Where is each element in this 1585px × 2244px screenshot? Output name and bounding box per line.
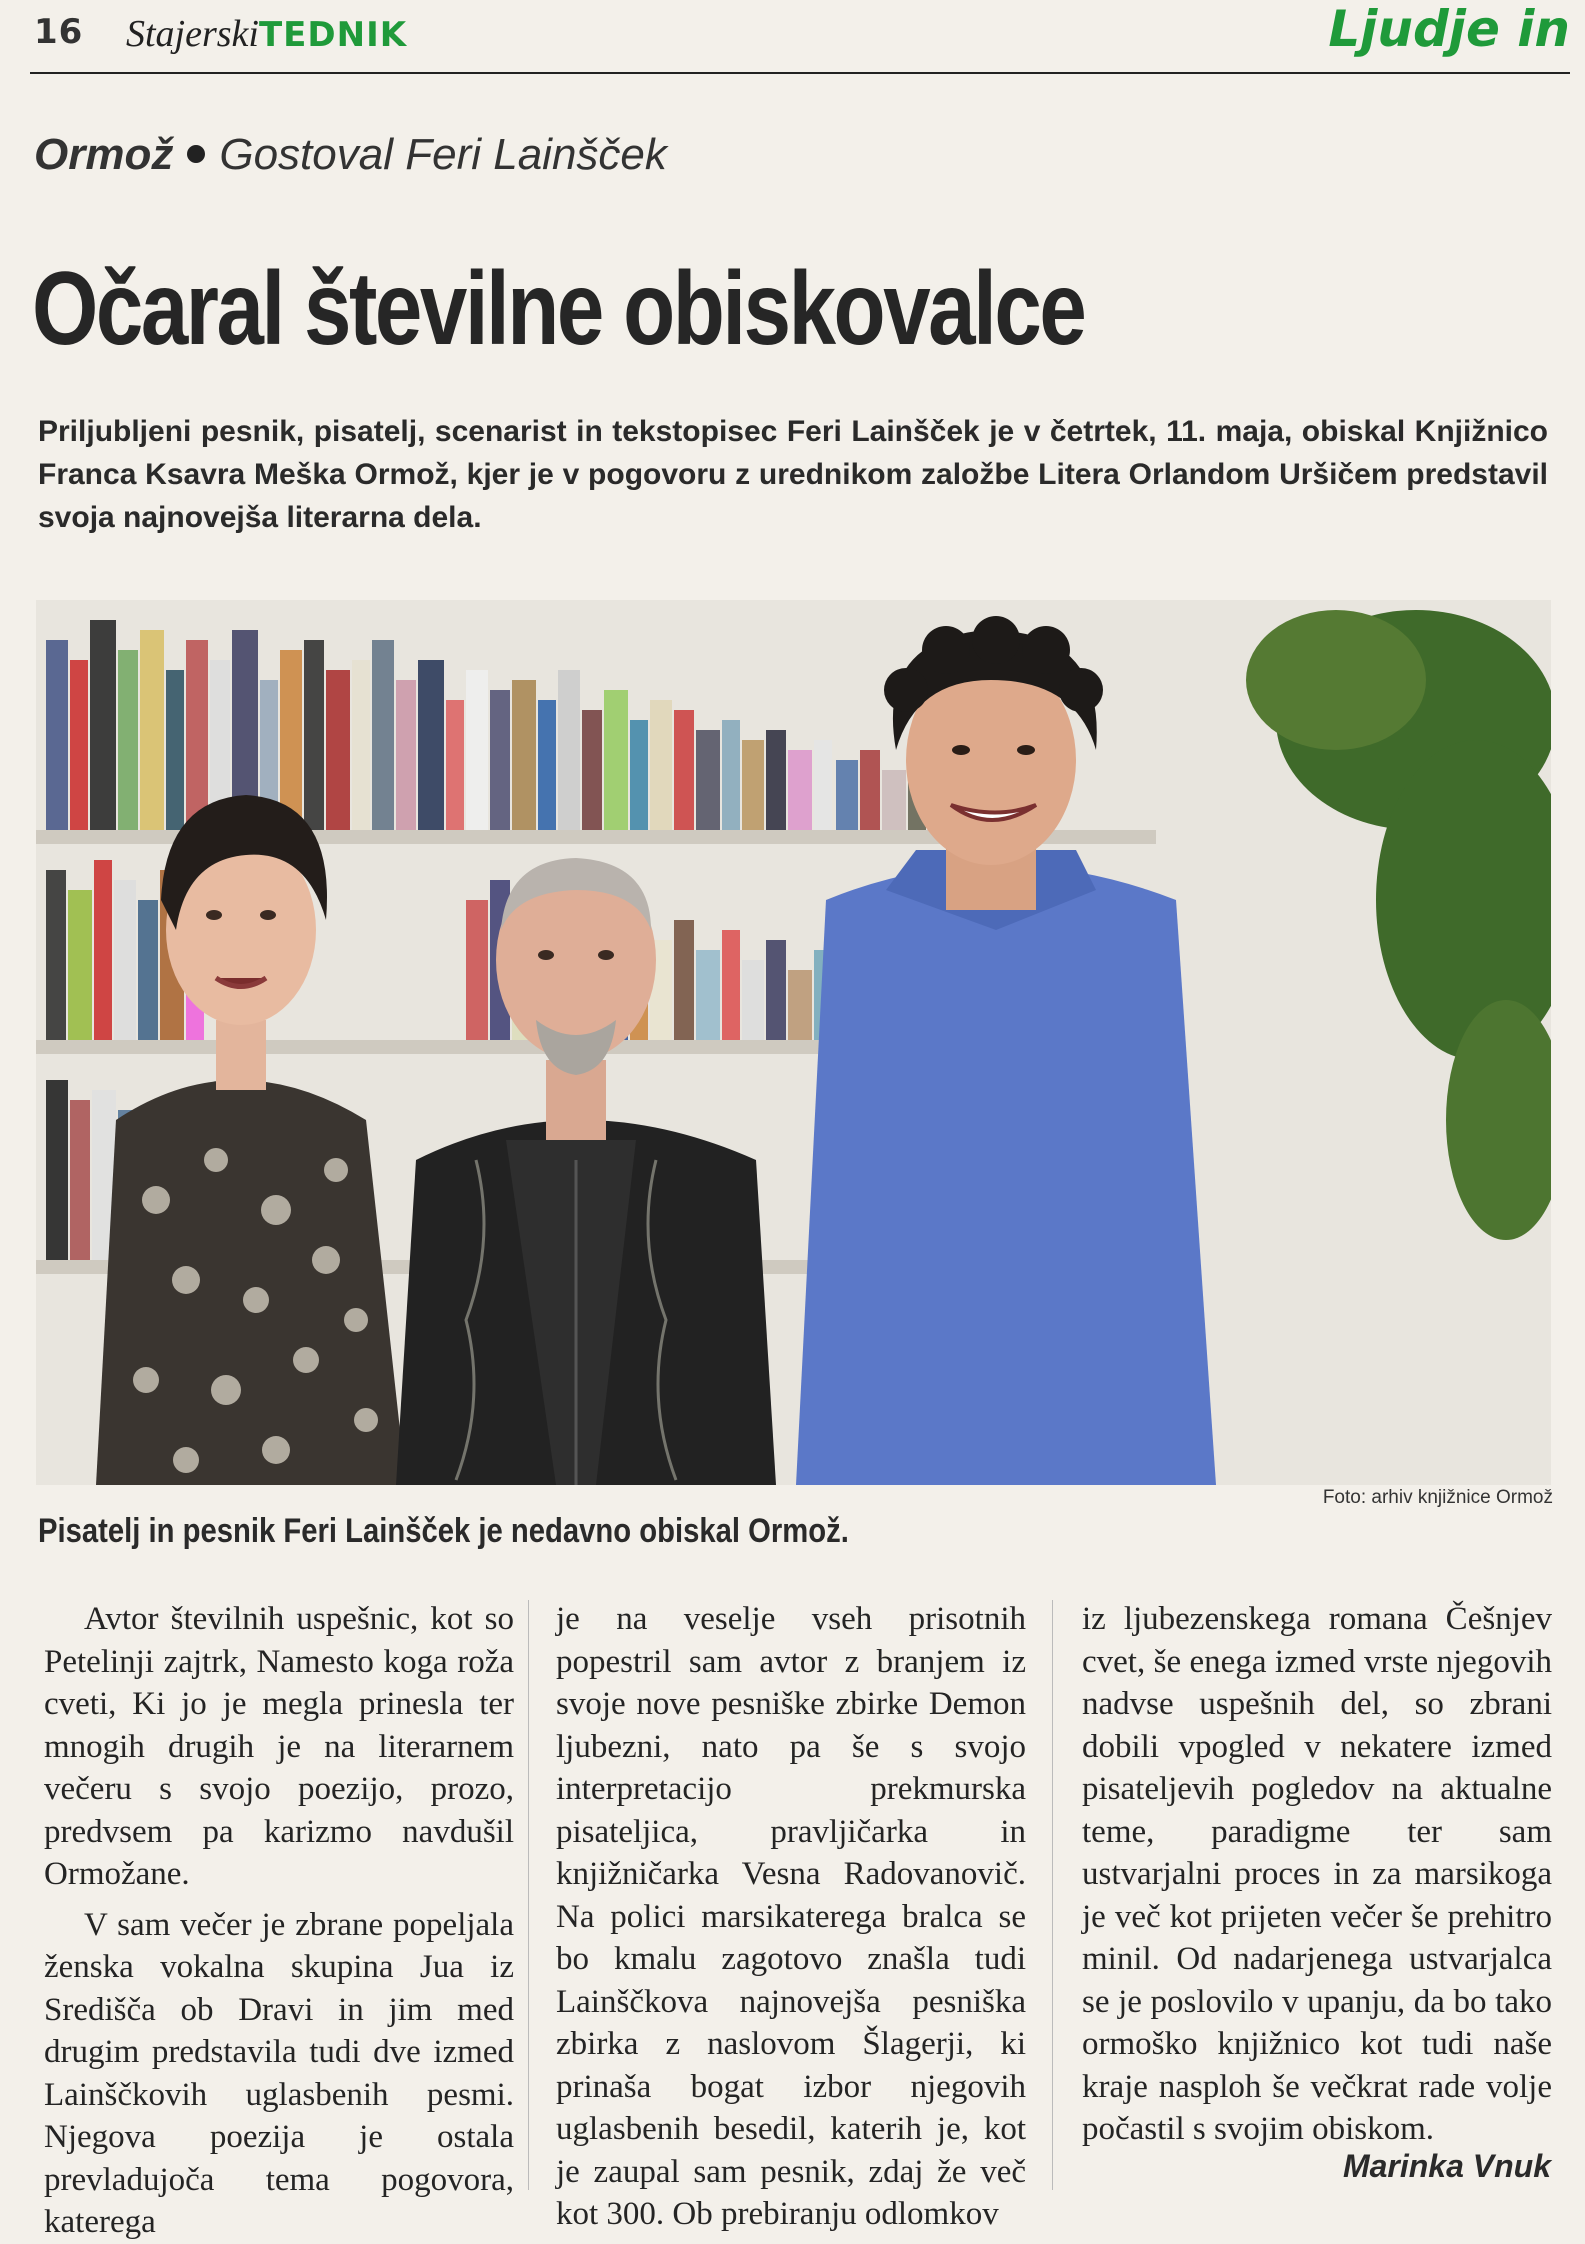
article-kicker (34, 130, 667, 180)
article-column-3 (1082, 1598, 1552, 2151)
article-paragraph: je na veselje vseh prisotnih popestril sam avtor z branjem iz svoje nove pesniške zbirke Demon ljubezni, nato pa še s svojo interpretacijo prekmurska pisateljica, pravljičarka in knjižničarka Vesna Radovanovič. Na polici marsikaterega bralca se bo kmalu zagotovo znašla tudi Lainščkova najnovejša pesniška zbirka z naslovom Šlagerji, ki prinaša bogat izbor njegovih uglasbenih besedil, katerih je, kot je zaupal sam pesnik, zdaj že več kot 300. Ob prebiranju odlomkov (556, 1601, 1026, 2232)
newspaper-name-bold: TEDNIK (258, 15, 408, 55)
article-paragraph: V sam večer je zbrane popeljala ženska vokalna skupina Jua iz Središča ob Dravi in jim med drugim predstavila tudi dve izmed Lainščkovih uglasbenih pesmi. Njegova poezija je ostala prevladujoča tema pogovora, katerega (44, 1906, 514, 2240)
masthead (30, 0, 1570, 74)
article-column-1 (44, 1598, 514, 2244)
kicker-topic: Gostoval Feri Lainšček (219, 130, 667, 179)
article-column-2 (556, 1598, 1026, 2236)
column-divider (528, 1600, 529, 2190)
photo-illustration (36, 600, 1551, 1485)
newspaper-name-italic: Stajerski (126, 13, 259, 55)
kicker-place: Ormož (34, 130, 174, 179)
page-number: 16 (34, 12, 84, 52)
section-title: Ljudje in (1328, 0, 1570, 58)
photo-credit: Foto: arhiv knjižnice Ormož (1322, 1487, 1553, 1508)
photo-caption: Pisatelj in pesnik Feri Lainšček je nedavno obiskal Ormož. (38, 1512, 849, 1550)
article-paragraph: Avtor številnih uspešnic, kot so Petelinji zajtrk, Namesto koga roža cveti, Ki jo je megla prinesla ter mnogih drugih je na literarnem večeru s svojo poezijo, prozo, predvsem pa karizmo navdušil Ormožane. (44, 1601, 514, 1892)
article-headline: Očaral številne obiskovalce (32, 251, 1085, 367)
article-photo (36, 600, 1551, 1485)
bullet-dot-icon (187, 145, 205, 163)
article-paragraph: iz ljubezenskega romana Češnjev cvet, še enega izmed vrste njegovih nadvse uspešnih del, so zbrani dobili vpogled v nekatere izmed pisateljevih pogledov na aktualne teme, paradigme ter sam ustvarjalni proces in za marsikoga je več kot prijeten večer še prehitro minil. Od nadarjenega ustvarjalca se je poslovilo v upanju, da bo tako ormoško knjižnico kot tudi naše kraje nasploh še večkrat rade volje počastil s svojim obiskom. (1082, 1601, 1552, 2147)
column-divider (1052, 1600, 1053, 2190)
article-author: Marinka Vnuk (1342, 2148, 1551, 2184)
article-lead: Priljubljeni pesnik, pisatelj, scenarist in tekstopisec Feri Lainšček je v četrtek, 11. maja, obiskal Knjižnico Franca Ksavra Meška Ormož, kjer je v pogovoru z urednikom založbe Litera Orlandom Uršičem predstavil svoja najnovejša literarna dela. (38, 415, 1548, 534)
newspaper-name (126, 12, 407, 56)
